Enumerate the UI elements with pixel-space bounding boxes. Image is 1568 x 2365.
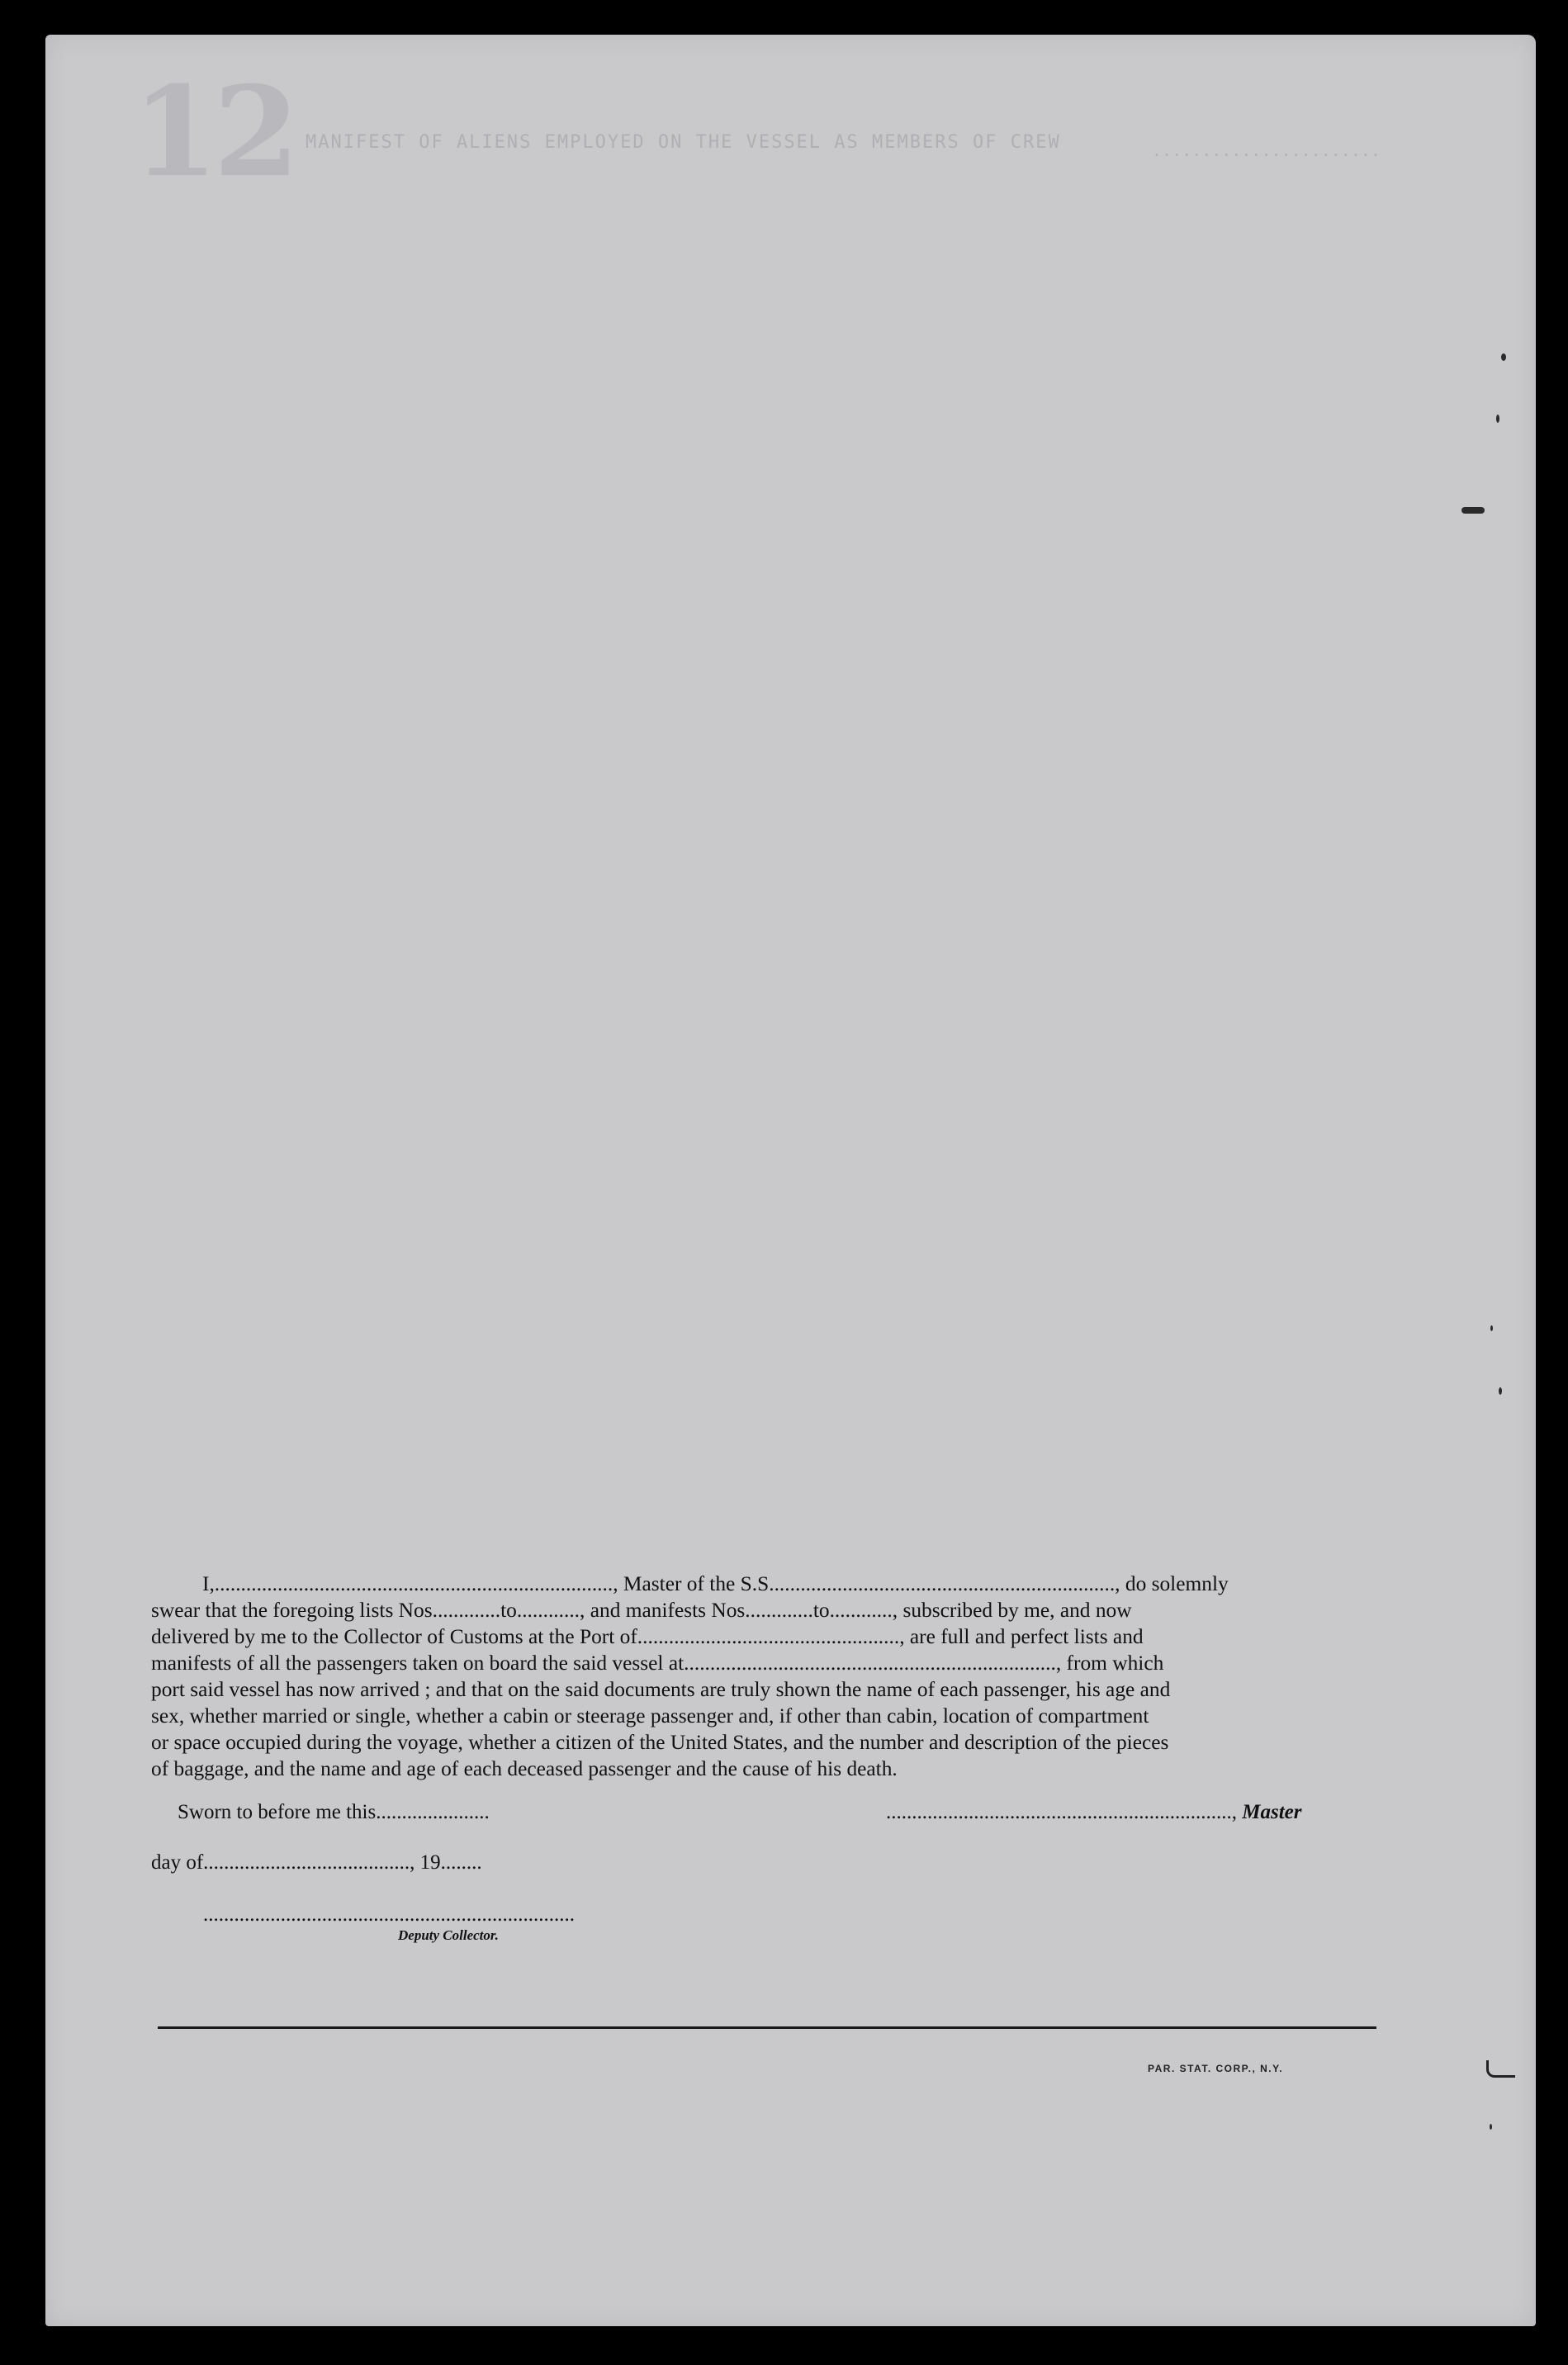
scan-speck [1461, 507, 1485, 514]
master-signature-line [886, 1801, 1301, 1824]
master-label: Master [1242, 1801, 1302, 1823]
scan-speck [1499, 1387, 1502, 1395]
deputy-collector-signature-line: ........................................................................ [203, 1903, 575, 1926]
master-oath-paragraph [151, 1571, 1390, 1782]
oath-line-6: sex, whether married or single, whether a cabin or steerage passenger and, if other than cabin, location of compartment [151, 1704, 1149, 1728]
manifest-page [45, 35, 1536, 2326]
bottom-rule [158, 2026, 1376, 2029]
master-dots: ..................................................................., [886, 1801, 1243, 1823]
oath-line-1 [151, 1571, 1390, 1597]
faint-bleed-through-header: MANIFEST OF ALIENS EMPLOYED ON THE VESSEL AS MEMBERS OF CREW [306, 132, 1061, 153]
scan-speck [1501, 353, 1506, 361]
oath-line-8: of baggage, and the name and age of each deceased passenger and the cause of his death. [151, 1757, 898, 1780]
oath-line-4: manifests of all the passengers taken on board the said vessel at......................................................................., from which [151, 1652, 1164, 1675]
sworn-before-line: Sworn to before me this...................... [178, 1801, 490, 1823]
faint-bleed-through-right: ....................... [1152, 140, 1381, 160]
oath-text-1: I,............................................................................, Master of the S.S.................................................................., do solemnly [202, 1572, 1229, 1595]
faint-page-number: 12 [132, 59, 295, 205]
oath-line-2: swear that the foregoing lists Nos.............to............, and manifests Nos.............to............, subscribed by me, and now [151, 1599, 1132, 1622]
scan-speck [1490, 2124, 1492, 2130]
margin-mark [1486, 2060, 1515, 2078]
day-of-line: day of........................................, 19........ [151, 1851, 482, 1874]
printer-imprint: PAR. STAT. CORP., N.Y. [1148, 2063, 1284, 2074]
oath-line-7: or space occupied during the voyage, whether a citizen of the United States, and the number and description of the pieces [151, 1731, 1169, 1754]
oath-line-5: port said vessel has now arrived ; and that on the said documents are truly shown the name of each passenger, his age and [151, 1678, 1171, 1701]
scan-speck [1496, 415, 1499, 423]
oath-line-3: delivered by me to the Collector of Customs at the Port of.................................................., are full and perfect lists and [151, 1625, 1144, 1648]
scan-speck [1490, 1325, 1493, 1331]
deputy-collector-label: Deputy Collector. [398, 1927, 499, 1943]
